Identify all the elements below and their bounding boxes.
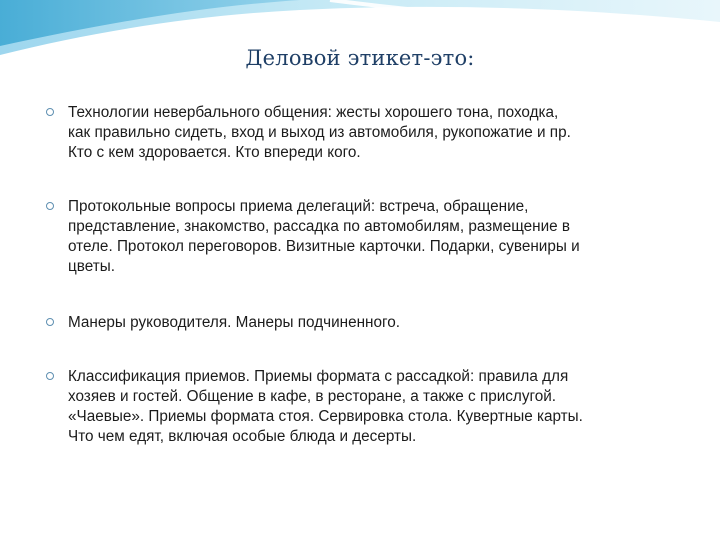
bullet-line: хозяев и гостей. Общение в кафе, в ресторане, а также с прислугой. <box>68 388 557 405</box>
bullet-line: Кто с кем здоровается. Кто впереди кого. <box>68 144 361 161</box>
bullet-text <box>68 313 688 333</box>
bullet-line: Технологии невербального общения: жесты хорошего тона, походка, <box>68 104 559 121</box>
bullet-text <box>68 197 688 277</box>
bullet-line: Что чем едят, включая особые блюда и десерты. <box>68 428 417 445</box>
bullet-line: Протокольные вопросы приема делегаций: встреча, обращение, <box>68 198 529 215</box>
bullet-text <box>68 103 688 163</box>
bullet-line: как правильно сидеть, вход и выход из автомобиля, рукопожатие и пр. <box>68 124 571 141</box>
bullet-line: цветы. <box>68 258 115 275</box>
bullet-line: представление, знакомство, рассадка по автомобилям, размещение в <box>68 218 571 235</box>
bullet-circle-icon <box>46 318 54 326</box>
bullet-line: отеле. Протокол переговоров. Визитные карточки. Подарки, сувениры и <box>68 238 580 255</box>
bullet-line: Манеры руководителя. Манеры подчиненного. <box>68 314 401 331</box>
bullet-circle-icon <box>46 202 54 210</box>
bullet-circle-icon <box>46 108 54 116</box>
slide-title: Деловой этикет-это: <box>245 46 475 70</box>
bullet-circle-icon <box>46 372 54 380</box>
bullet-line: «Чаевые». Приемы формата стоя. Сервировка стола. Кувертные карты. <box>68 408 583 425</box>
bullet-line: Классификация приемов. Приемы формата с рассадкой: правила для <box>68 368 569 385</box>
bullet-text <box>68 367 688 447</box>
